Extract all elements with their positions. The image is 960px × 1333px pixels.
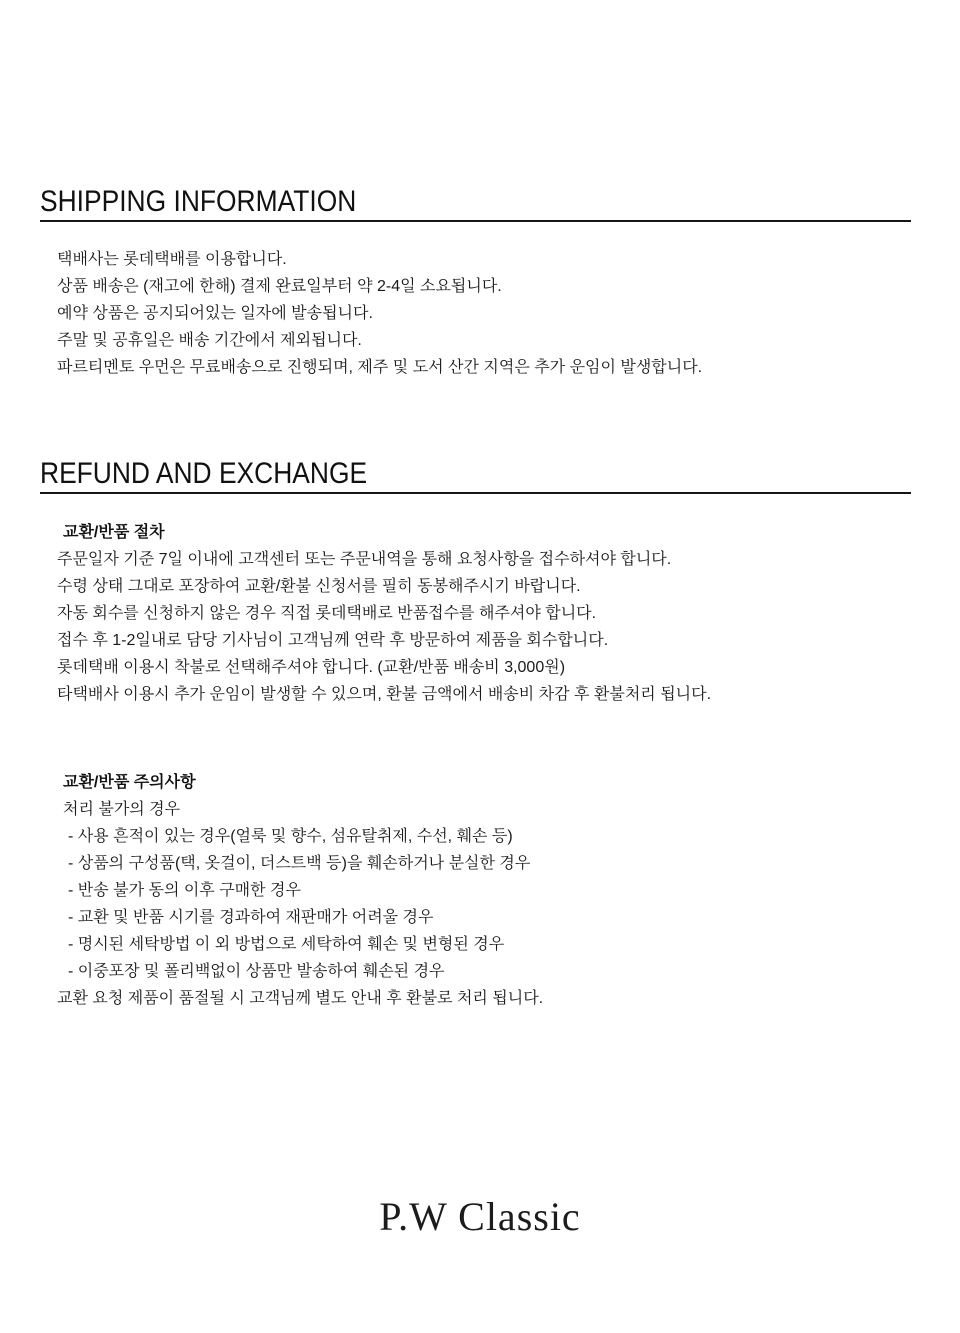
shipping-info-text: [40, 246, 911, 381]
shipping-line: 예약 상품은 공지되어있는 일자에 발송됩니다.: [57, 305, 373, 322]
refund-procedure-line: 수령 상태 그대로 포장하여 교환/환불 신청서를 필히 동봉해주시기 바랍니다.: [57, 578, 581, 595]
shipping-line: 주말 및 공휴일은 배송 기간에서 제외됩니다.: [57, 332, 362, 349]
refund-cautions-heading: 교환/반품 주의사항: [63, 774, 196, 791]
refund-caution-item: - 반송 불가 동의 이후 구매한 경우: [68, 882, 301, 899]
refund-procedure-line: 롯데택배 이용시 착불로 선택해주셔야 합니다. (교환/반품 배송비 3,000원): [57, 659, 566, 676]
refund-caution-item: - 상품의 구성품(택, 옷걸이, 더스트백 등)을 훼손하거나 분실한 경우: [68, 855, 531, 872]
refund-title-underline: [40, 458, 911, 494]
refund-procedure-line: 접수 후 1-2일내로 담당 기사님이 고객님께 연락 후 방문하여 제품을 회수합니다.: [57, 632, 609, 649]
shipping-title-underline: [40, 186, 911, 222]
refund-procedure-text: [40, 519, 911, 708]
shipping-information-section: [40, 186, 911, 381]
shipping-line: 상품 배송은 (재고에 한해) 결제 완료일부터 약 2-4일 소요됩니다.: [57, 278, 502, 295]
refund-procedure-line: 주문일자 기준 7일 이내에 고객센터 또는 주문내역을 통해 요청사항을 접수하셔야 합니다.: [57, 551, 672, 568]
refund-section-title: REFUND AND EXCHANGE: [40, 457, 368, 490]
refund-caution-item: - 사용 흔적이 있는 경우(얼룩 및 향수, 섬유탈취제, 수선, 훼손 등): [68, 828, 513, 845]
shipping-line: 파르티멘토 우먼은 무료배송으로 진행되며, 제주 및 도서 산간 지역은 추가 운임이 발생합니다.: [57, 359, 703, 376]
shipping-section-title: SHIPPING INFORMATION: [40, 185, 357, 218]
refund-cautions-intro: 처리 불가의 경우: [63, 801, 181, 818]
refund-procedure-heading: 교환/반품 절차: [63, 524, 165, 541]
refund-caution-item: - 이중포장 및 폴리백없이 상품만 발송하여 훼손된 경우: [68, 963, 445, 980]
refund-exchange-section: [40, 458, 911, 1012]
refund-cautions-outro: 교환 요청 제품이 품절될 시 고객님께 별도 안내 후 환불로 처리 됩니다.: [57, 990, 544, 1007]
refund-caution-item: - 교환 및 반품 시기를 경과하여 재판매가 어려울 경우: [68, 909, 434, 926]
brand-logo: P.W Classic: [379, 1194, 581, 1239]
refund-procedure-line: 타택배사 이용시 추가 운임이 발생할 수 있으며, 환불 금액에서 배송비 차감 후 환불처리 됩니다.: [57, 686, 712, 703]
shipping-line: 택배사는 롯데택배를 이용합니다.: [57, 251, 287, 268]
refund-caution-item: - 명시된 세탁방법 이 외 방법으로 세탁하여 훼손 및 변형된 경우: [68, 936, 505, 953]
refund-cautions-text: [40, 769, 911, 1012]
refund-procedure-line: 자동 회수를 신청하지 않은 경우 직접 롯데택배로 반품접수를 해주셔야 합니다.: [57, 605, 597, 622]
